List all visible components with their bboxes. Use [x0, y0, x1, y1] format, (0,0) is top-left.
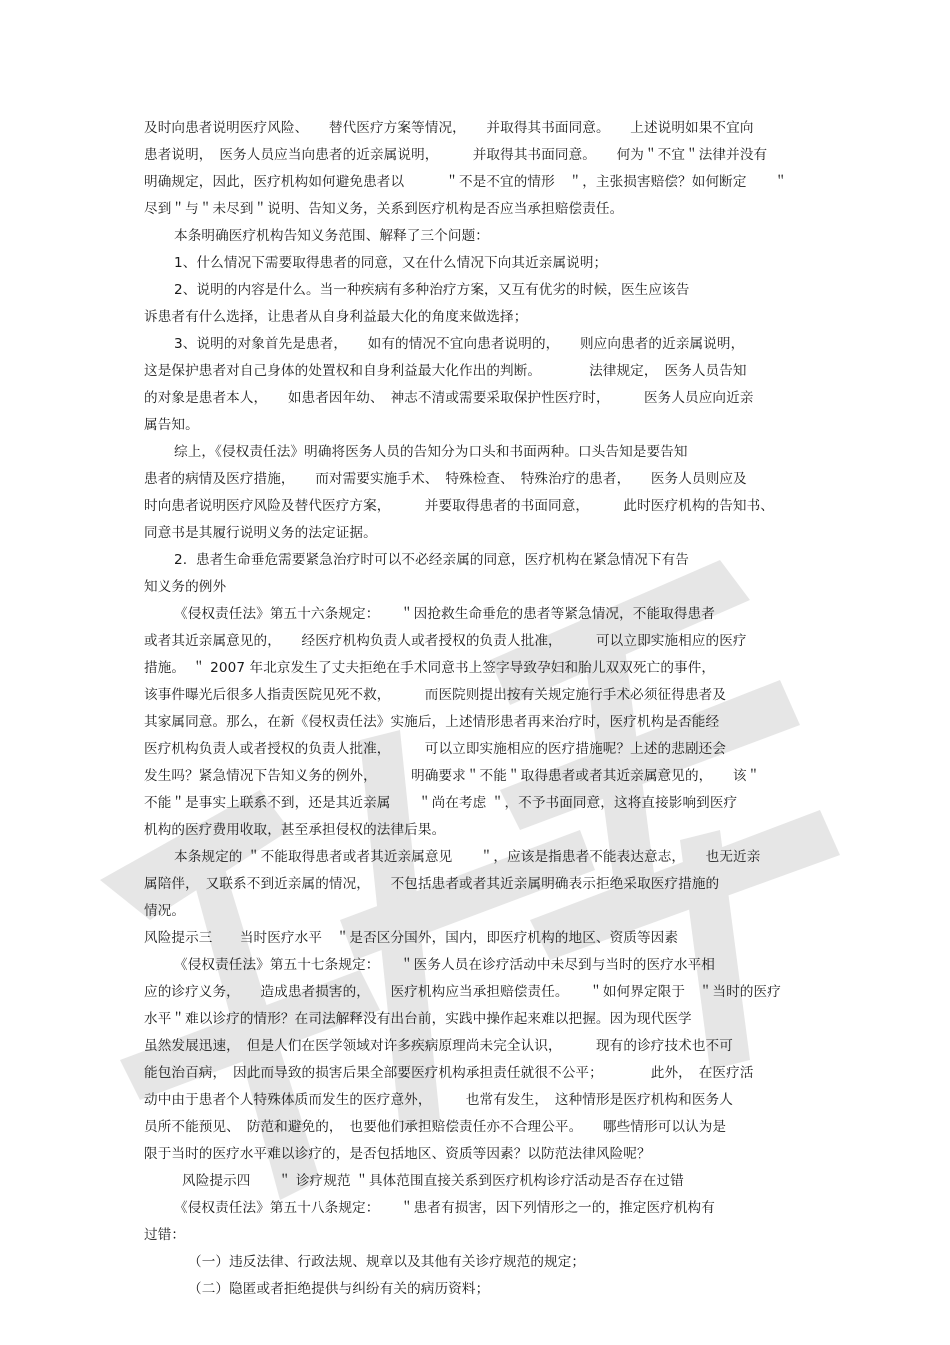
text-line: 虽然发展迅速， 但是人们在医学领域对许多疾病原理尚未完全认识， 现有的诊疗技术也不可 [144, 1038, 733, 1054]
text-line: 综上，《侵权责任法》明确将医务人员的告知分为口头和书面两种。口头告知是要告知 [174, 444, 688, 460]
text-line: 《侵权责任法》第五十八条规定： ＂患者有损害，因下列情形之一的，推定医疗机构有 [174, 1200, 715, 1216]
text-line: 不能＂是事实上联系不到，还是其近亲属 ＂尚在考虑 ＂，不予书面同意，这将直接影响到医疗 [144, 795, 738, 811]
text-line: 或者其近亲属意见的， 经医疗机构负责人或者授权的负责人批准， 可以立即实施相应的医疗 [144, 633, 747, 649]
text-line: 本条明确医疗机构告知义务范围、解释了三个问题： [174, 228, 489, 244]
text-line: 应的诊疗义务， 造成患者损害的， 医疗机构应当承担赔偿责任。 ＂如何界定限于 ＂当时的医疗 [144, 984, 781, 1000]
text-line: 风险提示三 当时医疗水平 ＂是否区分国外，国内，即医疗机构的地区、资质等因素 [144, 930, 679, 946]
text-line: 水平＂难以诊疗的情形？在司法解释没有出台前，实践中操作起来难以把握。因为现代医学 [144, 1011, 692, 1027]
text-line: 时向患者说明医疗风险及替代医疗方案， 并要取得患者的书面同意， 此时医疗机构的告知书、 [144, 498, 775, 514]
text-line: 过错： [144, 1227, 186, 1243]
text-line: （一）违反法律、行政法规、规章以及其他有关诊疗规范的规定； [188, 1254, 586, 1270]
text-line: 这是保护患者对自己身体的处置权和自身利益最大化作出的判断。 法律规定， 医务人员告知 [144, 363, 747, 379]
text-line: 能包治百病， 因此而导致的损害后果全部要医疗机构承担责任就很不公平； 此外， 在医疗活 [144, 1065, 754, 1081]
text-line: 《侵权责任法》第五十七条规定： ＂医务人员在诊疗活动中未尽到与当时的医疗水平相 [174, 957, 715, 973]
text-line: 其家属同意。那么，在新《侵权责任法》实施后，上述情形患者再来治疗时，医疗机构是否能经 [144, 714, 720, 730]
text-line: 医疗机构负责人或者授权的负责人批准， 可以立即实施相应的医疗措施呢？上述的悲剧还会 [144, 741, 727, 757]
text-line: 限于当时的医疗水平难以诊疗的，是否包括地区、资质等因素？以防范法律风险呢？ [144, 1146, 651, 1162]
text-line: 及时向患者说明医疗风险、 替代医疗方案等情况， 并取得其书面同意。 上述说明如果不宜向 [144, 120, 754, 136]
text-line: 知义务的例外 [144, 579, 227, 595]
text-line: 风险提示四 ＂ 诊疗规范 ＂具体范围直接关系到医疗机构诊疗活动是否存在过错 [182, 1173, 684, 1189]
text-line: 同意书是其履行说明义务的法定证据。 [144, 525, 377, 541]
text-line: 诉患者有什么选择，让患者从自身利益最大化的角度来做选择； [144, 309, 528, 325]
text-line: 的对象是患者本人， 如患者因年幼、 神志不清或需要采取保护性医疗时， 医务人员应向近亲 [144, 390, 754, 406]
text-line: 本条规定的 ＂不能取得患者或者其近亲属意见 ＂，应该是指患者不能表达意志， 也无近亲 [174, 849, 761, 865]
text-line: 动中由于患者个人特殊体质而发生的医疗意外， 也常有发生， 这种情形是医疗机构和医务人 [144, 1092, 733, 1108]
text-line: 2. 患者生命垂危需要紧急治疗时可以不必经亲属的同意，医疗机构在紧急情况下有告 [174, 552, 689, 568]
text-line: 《侵权责任法》第五十六条规定： ＂因抢救生命垂危的患者等紧急情况，不能取得患者 [174, 606, 715, 622]
text-line: 患者说明， 医务人员应当向患者的近亲属说明， 并取得其书面同意。 何为＂不宜＂法律并没有 [144, 147, 768, 163]
text-line: 发生吗？紧急情况下告知义务的例外， 明确要求＂不能＂取得患者或者其近亲属意见的， 该＂ [144, 768, 761, 784]
document-body [144, 115, 814, 1303]
text-line: （二）隐匿或者拒绝提供与纠纷有关的病历资料； [188, 1281, 490, 1297]
text-line: 1、什么情况下需要取得患者的同意，又在什么情况下向其近亲属说明； [174, 255, 608, 271]
text-line: 属告知。 [144, 417, 199, 433]
text-line: 明确规定，因此，医疗机构如何避免患者以 ＂不是不宜的情形 ＂，主张损害赔偿？如何断定 ＂ [144, 174, 788, 190]
text-line: 该事件曝光后很多人指责医院见死不救， 而医院则提出按有关规定施行手术必须征得患者及 [144, 687, 727, 703]
text-line: 尽到＂与＂未尽到＂说明、告知义务，关系到医疗机构是否应当承担赔偿责任。 [144, 201, 624, 217]
text-line: 2、说明的内容是什么。当一种疾病有多种治疗方案，又互有优劣的时候，医生应该告 [174, 282, 690, 298]
text-line: 员所不能预见、 防范和避免的， 也要他们承担赔偿责任亦不合理公平。 哪些情形可以认为是 [144, 1119, 727, 1135]
text-line: 属陪伴， 又联系不到近亲属的情况， 不包括患者或者其近亲属明确表示拒绝采取医疗措施的 [144, 876, 720, 892]
text-line: 措施。 ＂ 2007 年北京发生了丈夫拒绝在手术同意书上签字导致孕妇和胎儿双双死亡的事件， [144, 660, 716, 676]
text-line: 情况。 [144, 903, 186, 919]
text-line: 机构的医疗费用收取，甚至承担侵权的法律后果。 [144, 822, 446, 838]
text-line: 3、说明的对象首先是患者， 如有的情况不宜向患者说明的， 则应向患者的近亲属说明， [174, 336, 745, 352]
text-line: 患者的病情及医疗措施， 而对需要实施手术、 特殊检查、 特殊治疗的患者， 医务人员则应及 [144, 471, 747, 487]
